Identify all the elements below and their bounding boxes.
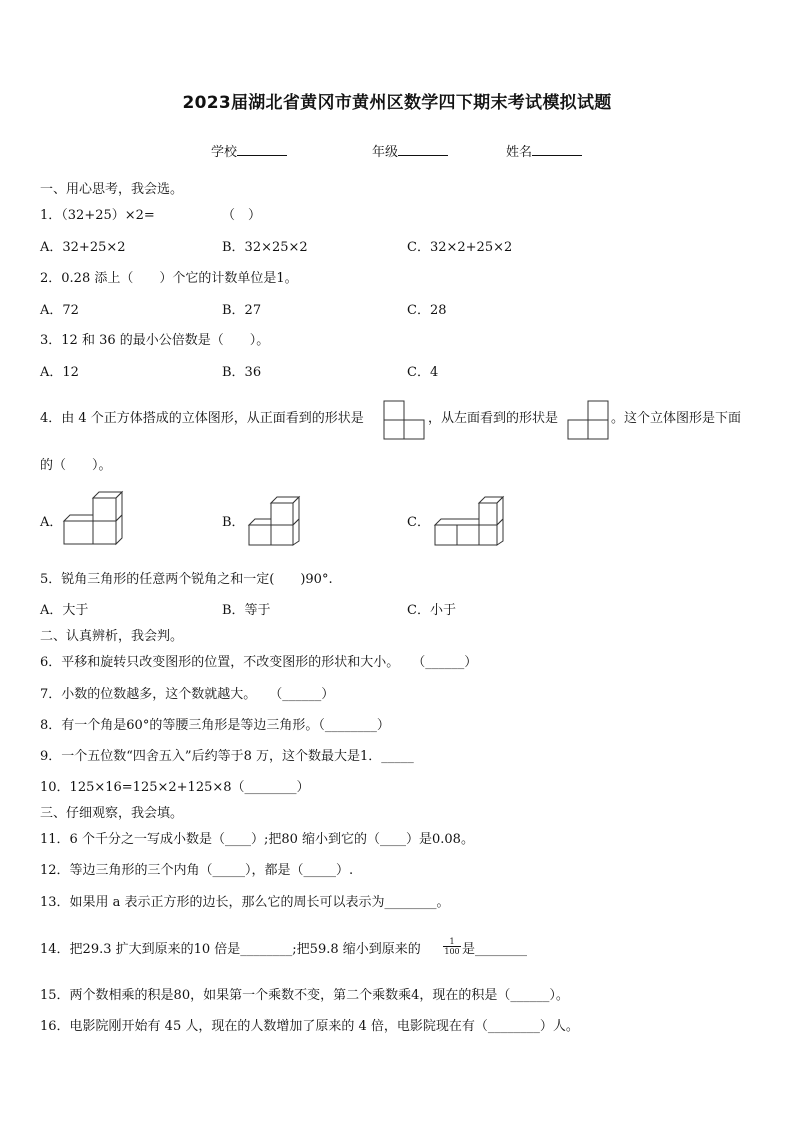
q14-fill-part2[interactable]: 是________ xyxy=(462,942,528,957)
grade-label: 年级 xyxy=(372,145,399,160)
q1-option-b[interactable]: B．32×25×2 xyxy=(222,240,308,255)
fraction-numerator: 1 xyxy=(443,937,461,947)
q2-option-a[interactable]: A．72 xyxy=(40,303,79,318)
q9-statement[interactable]: 9．一个五位数“四舍五入”后约等于8 万，这个数最大是1．_____ xyxy=(40,749,414,764)
grade-field[interactable] xyxy=(372,141,448,160)
q10-statement[interactable]: 10．125×16=125×2+125×8（________） xyxy=(40,780,310,795)
page-title: 2023届湖北省黄冈市黄州区数学四下期末考试模拟试题 xyxy=(182,93,612,113)
cube-figure-b[interactable] xyxy=(247,495,301,547)
q13-fill[interactable]: 13．如果用 a 表示正方形的边长，那么它的周长可以表示为________。 xyxy=(40,895,450,910)
q2-stem: 2．0.28 添上（ ）个它的计数单位是1。 xyxy=(40,271,298,286)
q6-statement[interactable]: 6．平移和旋转只改变图形的位置，不改变图形的形状和大小。 （______） xyxy=(40,655,478,670)
left-view-figure xyxy=(567,400,609,440)
q2-option-c[interactable]: C．28 xyxy=(407,303,447,318)
q2-option-b[interactable]: B．27 xyxy=(222,303,262,318)
q16-fill[interactable]: 16．电影院刚开始有 45 人，现在的人数增加了原来的 4 倍，电影院现在有（________）人。 xyxy=(40,1019,579,1034)
q5-option-b[interactable]: B．等于 xyxy=(222,603,271,618)
section-3-heading: 三、仔细观察，我会填。 xyxy=(40,806,184,821)
q1-option-a[interactable]: A．32+25×2 xyxy=(40,240,126,255)
q4-stem-part1: 4．由 4 个正方体搭成的立体图形，从正面看到的形状是 xyxy=(40,411,364,426)
q8-statement[interactable]: 8．有一个角是60°的等腰三角形是等边三角形。（________） xyxy=(40,718,390,733)
name-field[interactable] xyxy=(506,141,582,160)
q3-stem: 3．12 和 36 的最小公倍数是（ ）。 xyxy=(40,333,270,348)
fraction-one-hundredth xyxy=(443,937,461,956)
q5-option-c[interactable]: C．小于 xyxy=(407,603,456,618)
cube-figure-a[interactable] xyxy=(62,490,124,552)
school-field[interactable] xyxy=(211,141,287,160)
section-2-heading: 二、认真辨析，我会判。 xyxy=(40,629,184,644)
q4-option-c[interactable]: C． xyxy=(407,515,430,530)
q12-fill[interactable]: 12．等边三角形的三个内角（_____），都是（_____）. xyxy=(40,863,354,878)
q3-option-c[interactable]: C．4 xyxy=(407,365,439,380)
q4-stem-part2: ，从左面看到的形状是 xyxy=(428,411,559,426)
school-label: 学校 xyxy=(211,145,238,160)
q7-statement[interactable]: 7．小数的位数越多，这个数就越大。 （______） xyxy=(40,687,335,702)
q5-stem: 5．锐角三角形的任意两个锐角之和一定( )90°. xyxy=(40,572,333,587)
q1-stem: 1．（32+25）×2= xyxy=(40,208,155,223)
section-1-heading: 一、用心思考，我会选。 xyxy=(40,182,184,197)
name-label: 姓名 xyxy=(506,145,533,160)
q11-fill[interactable]: 11．6 个千分之一写成小数是（____）;把80 缩小到它的（____）是0.08。 xyxy=(40,832,474,847)
q4-option-a[interactable]: A． xyxy=(40,515,63,530)
fraction-denominator: 100 xyxy=(444,947,460,956)
q14-fill-part1[interactable]: 14．把29.3 扩大到原来的10 倍是________;把59.8 缩小到原来的 xyxy=(40,942,421,957)
q1-option-c[interactable]: C．32×2+25×2 xyxy=(407,240,513,255)
q5-option-a[interactable]: A．大于 xyxy=(40,603,89,618)
q15-fill[interactable]: 15．两个数相乘的积是80，如果第一个乘数不变，第二个乘数乘4，现在的积是（______）。 xyxy=(40,988,569,1003)
q1-answer-paren: （ ） xyxy=(222,208,262,223)
q3-option-a[interactable]: A．12 xyxy=(40,365,79,380)
q3-option-b[interactable]: B．36 xyxy=(222,365,262,380)
cube-figure-c[interactable] xyxy=(433,495,505,547)
q4-stem-part3: 。这个立体图形是下面 xyxy=(611,411,742,426)
q4-stem-line2: 的（ ）。 xyxy=(40,458,112,473)
front-view-figure xyxy=(383,400,425,440)
q4-option-b[interactable]: B． xyxy=(222,515,245,530)
